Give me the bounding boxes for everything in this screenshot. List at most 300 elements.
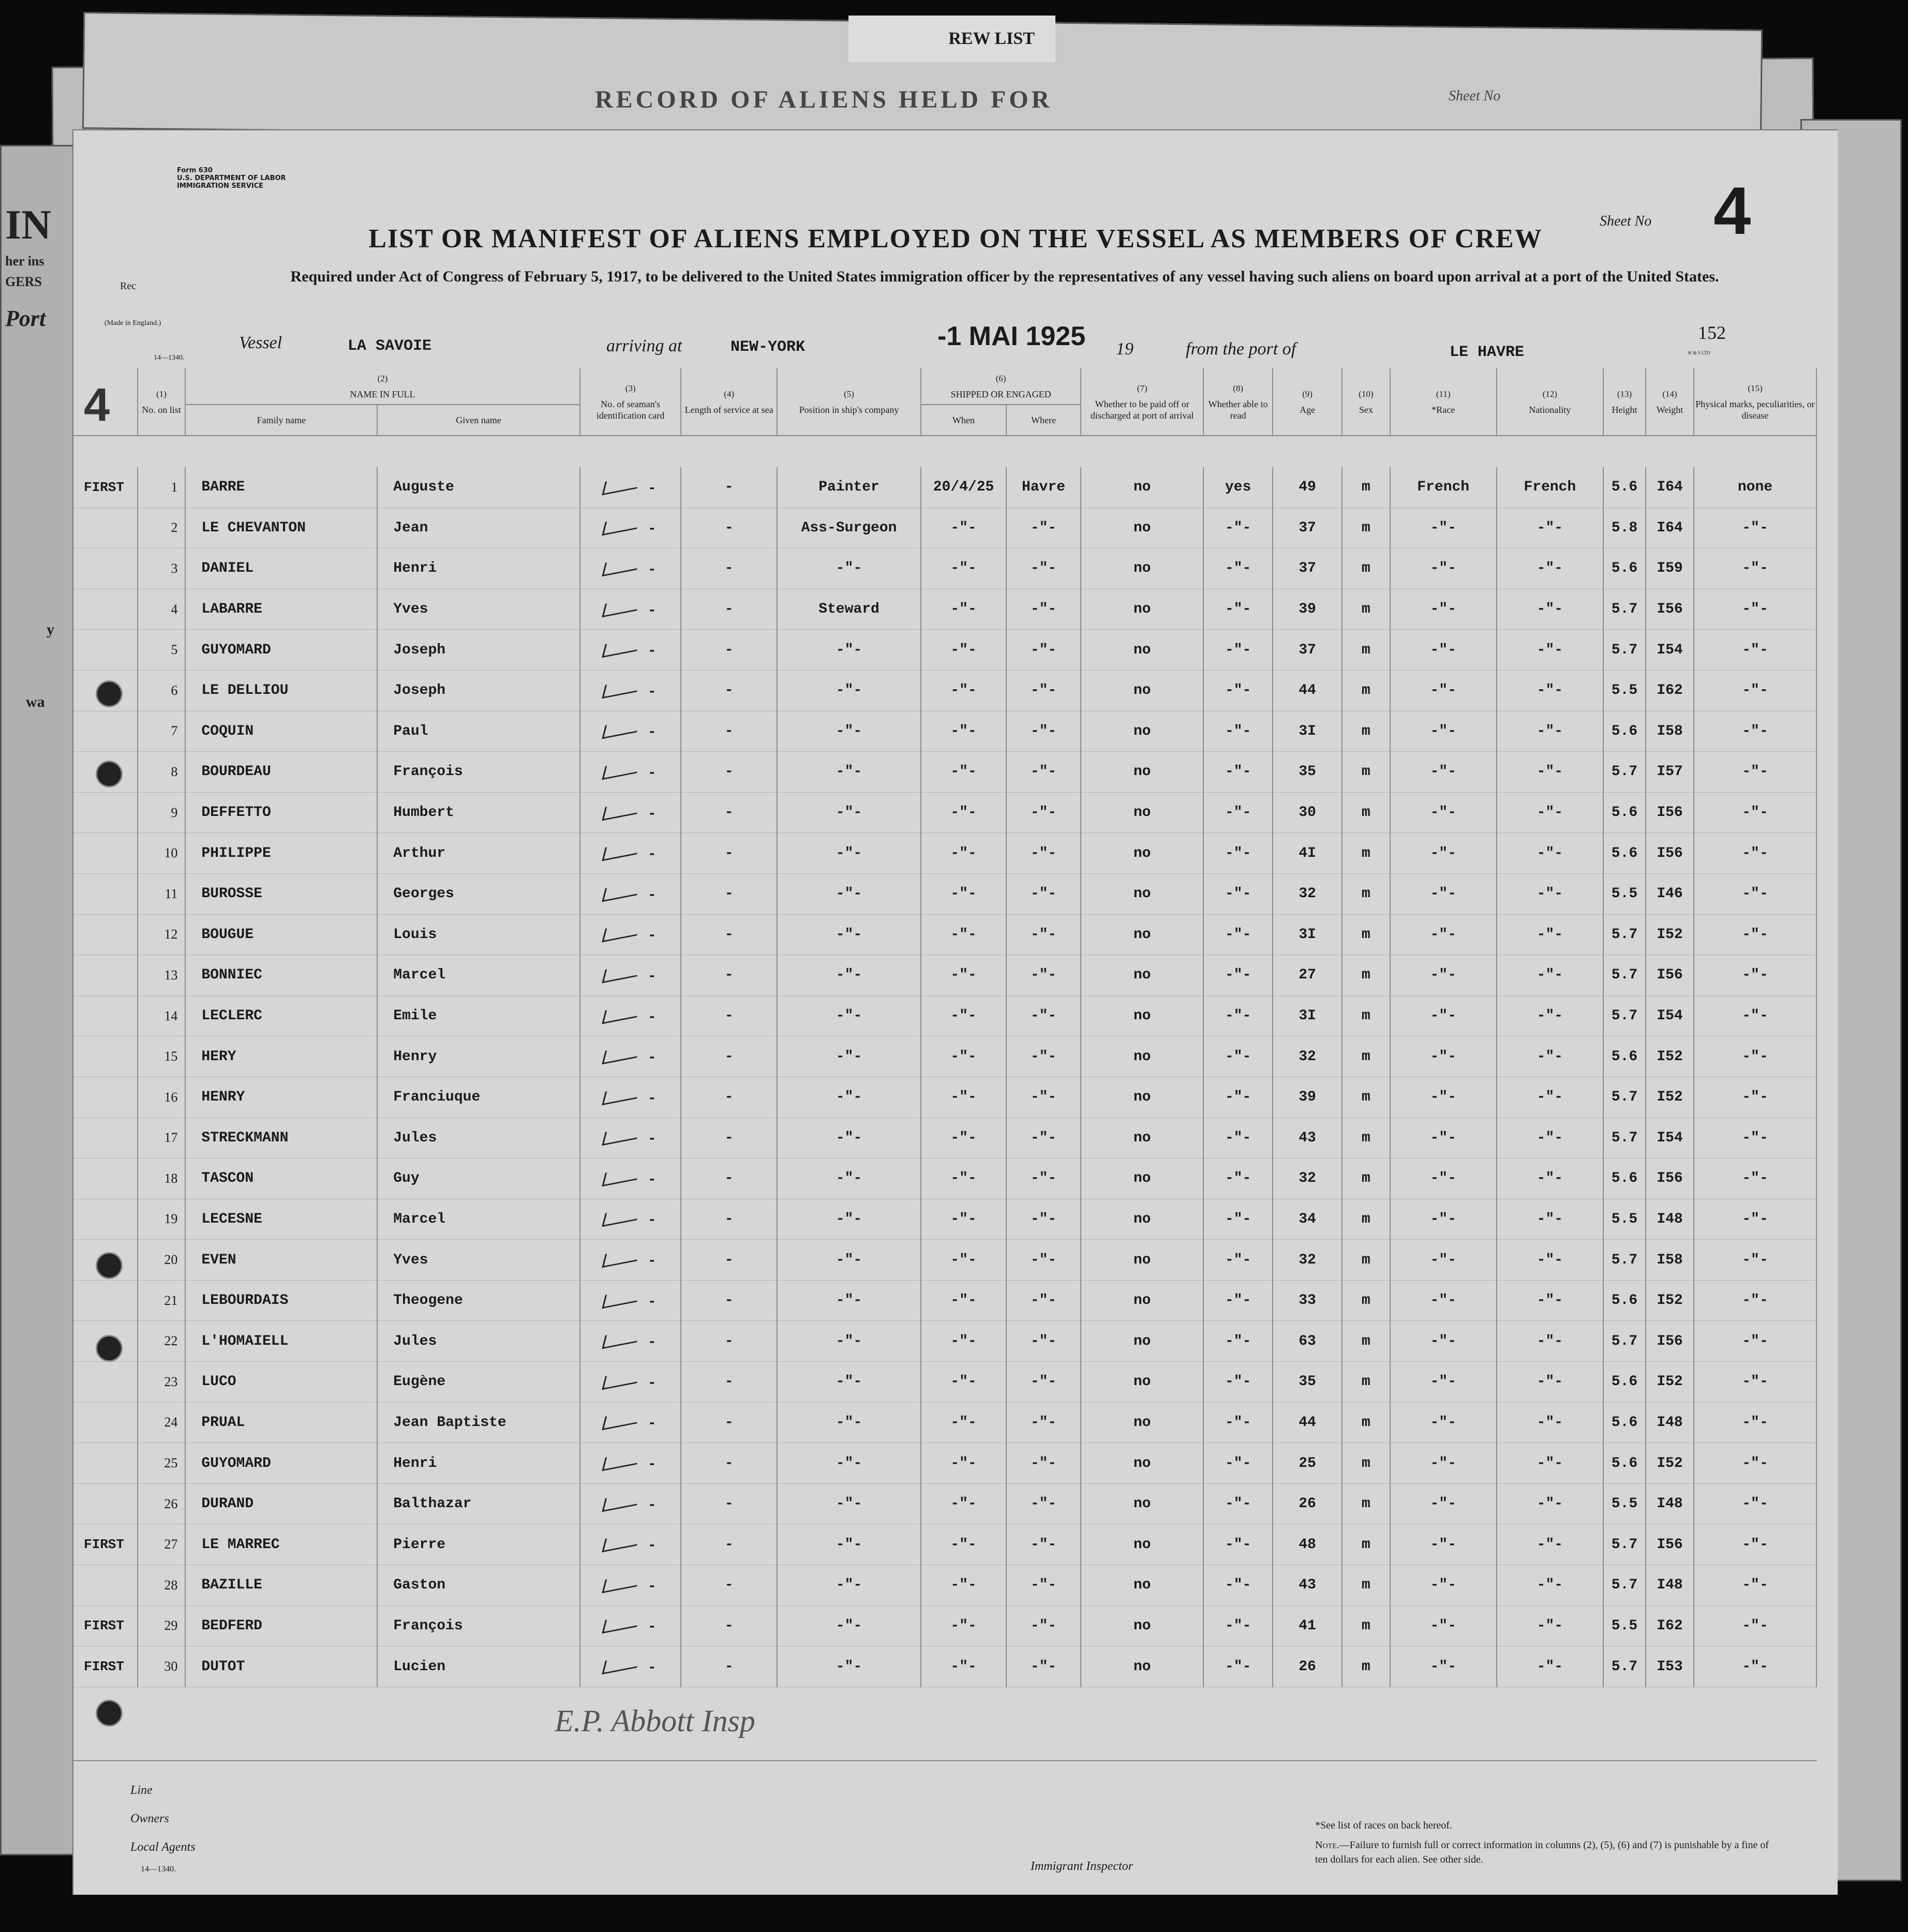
weight-cell: I48	[1646, 1199, 1694, 1240]
height-cell: 5.6	[1603, 1280, 1646, 1321]
header-paid-off: (7) Whether to be paid off or discharged at port of arrival	[1081, 368, 1203, 436]
age-cell: 32	[1273, 1240, 1342, 1281]
given-name-cell: Henry	[377, 1036, 580, 1077]
shipped-when-cell: -"-	[921, 508, 1006, 548]
able-to-read-cell: -"-	[1203, 1402, 1273, 1443]
shipped-when-cell: -"-	[921, 1362, 1006, 1403]
weight-cell: I52	[1646, 1443, 1694, 1484]
header-shipped-engaged: (6) SHIPPED OR ENGAGED	[921, 368, 1081, 405]
shipped-when-cell: -"-	[921, 873, 1006, 914]
form-number: Form 630	[177, 167, 213, 174]
penalty-note-label: Note.	[1315, 1839, 1339, 1851]
weight-cell: I56	[1646, 833, 1694, 874]
family-name-cell: LECLERC	[185, 995, 377, 1036]
nationality-cell: -"-	[1497, 1483, 1603, 1524]
sheet-no-value: 4	[1713, 173, 1751, 248]
checkmark-icon	[602, 1084, 640, 1105]
age-cell: 41	[1273, 1606, 1342, 1646]
table-row	[73, 1606, 1816, 1646]
paid-off-cell: no	[1081, 1443, 1203, 1484]
manifest-sheet	[72, 129, 1838, 1895]
row-number-cell: 12	[138, 914, 186, 955]
rec-label: Rec	[120, 280, 137, 292]
checkmark-icon	[602, 1613, 640, 1634]
height-cell: 5.6	[1603, 548, 1646, 589]
service-length-cell: -	[681, 1118, 777, 1158]
race-cell: -"-	[1390, 711, 1497, 752]
height-cell: 5.6	[1603, 1402, 1646, 1443]
height-cell: 5.7	[1603, 1077, 1646, 1118]
sheet-number: 152	[1698, 322, 1726, 343]
paid-off-cell: no	[1081, 1036, 1203, 1077]
row-number-cell: 11	[138, 873, 186, 914]
id-card-cell	[580, 1443, 681, 1484]
service-length-cell: -	[681, 670, 777, 711]
row-class-cell	[73, 1280, 138, 1321]
shipped-when-cell: -"-	[921, 914, 1006, 955]
row-number-cell: 28	[138, 1565, 186, 1606]
height-cell: 5.6	[1603, 1158, 1646, 1199]
age-cell: 49	[1273, 467, 1342, 508]
nationality-cell: -"-	[1497, 1565, 1603, 1606]
header-able-to-read: (8) Whether able to read	[1203, 368, 1273, 436]
row-number-cell: 20	[138, 1240, 186, 1281]
age-cell: 43	[1273, 1565, 1342, 1606]
shipped-where-cell: -"-	[1006, 1646, 1081, 1687]
shipped-where-cell: -"-	[1006, 1118, 1081, 1158]
given-name-cell: Gaston	[377, 1565, 580, 1606]
given-name-cell: Henri	[377, 1443, 580, 1484]
service-length-cell: -	[681, 1483, 777, 1524]
able-to-read-cell: -"-	[1203, 1240, 1273, 1281]
family-name-cell: BOURDEAU	[185, 752, 377, 793]
arriving-label: arriving at	[606, 336, 682, 355]
family-name-cell: BEDFERD	[185, 1606, 377, 1646]
table-row	[73, 630, 1816, 671]
paid-off-cell: no	[1081, 873, 1203, 914]
given-name-cell: Guy	[377, 1158, 580, 1199]
paid-off-cell: no	[1081, 1524, 1203, 1565]
position-cell: Painter	[777, 467, 921, 508]
family-name-cell: GUYOMARD	[185, 1443, 377, 1484]
able-to-read-cell: -"-	[1203, 630, 1273, 671]
checkmark-icon	[602, 1247, 640, 1268]
footer-line-label: Line	[130, 1784, 153, 1797]
physical-marks-cell: -"-	[1694, 995, 1816, 1036]
race-cell: -"-	[1390, 1240, 1497, 1281]
position-cell: -"-	[777, 1443, 921, 1484]
able-to-read-cell: -"-	[1203, 1118, 1273, 1158]
table-row	[73, 1077, 1816, 1118]
id-card-value: -	[647, 1619, 657, 1636]
given-name-cell: Eugène	[377, 1362, 580, 1403]
header-seaman-card: (3) No. of seaman's identification card	[580, 368, 681, 436]
height-cell: 5.7	[1603, 752, 1646, 793]
paid-off-cell: no	[1081, 1483, 1203, 1524]
paid-off-cell: no	[1081, 1321, 1203, 1362]
family-name-cell: DEFFETTO	[185, 792, 377, 833]
family-name-cell: LEBOURDAIS	[185, 1280, 377, 1321]
position-cell: -"-	[777, 1646, 921, 1687]
height-cell: 5.6	[1603, 792, 1646, 833]
paid-off-cell: no	[1081, 1280, 1203, 1321]
sex-cell: m	[1342, 752, 1390, 793]
shipped-when-cell: -"-	[921, 1158, 1006, 1199]
back-sheet-title: RECORD OF ALIENS HELD FOR	[595, 86, 1053, 113]
shipped-when-cell: -"-	[921, 630, 1006, 671]
able-to-read-cell: -"-	[1203, 1199, 1273, 1240]
paid-off-cell: no	[1081, 914, 1203, 955]
id-card-cell	[580, 1606, 681, 1646]
id-card-value: -	[647, 1457, 657, 1473]
row-class-cell	[73, 1483, 138, 1524]
checkmark-icon	[602, 1573, 640, 1594]
family-name-cell: PHILIPPE	[185, 833, 377, 874]
shipped-when-cell: -"-	[921, 1077, 1006, 1118]
weight-cell: I52	[1646, 914, 1694, 955]
paid-off-cell: no	[1081, 1606, 1203, 1646]
sex-cell: m	[1342, 1362, 1390, 1403]
manifest-subtitle: Required under Act of Congress of February 5, 1917, to be delivered to the United States immigration officer by the representatives of any vessel having such aliens on board upon arrival at a port of the United States.	[290, 268, 1719, 285]
sex-cell: m	[1342, 1240, 1390, 1281]
id-card-cell	[580, 1036, 681, 1077]
sex-cell: m	[1342, 833, 1390, 874]
id-card-value: -	[647, 968, 657, 985]
table-row	[73, 1524, 1816, 1565]
year-label: 19	[1116, 339, 1134, 359]
nationality-cell: -"-	[1497, 1402, 1603, 1443]
table-row	[73, 1240, 1816, 1281]
id-card-value: -	[647, 1050, 657, 1066]
vessel-name: LA SAVOIE	[348, 337, 432, 355]
weight-cell: I52	[1646, 1036, 1694, 1077]
sex-cell: m	[1342, 955, 1390, 996]
position-cell: -"-	[777, 752, 921, 793]
checkmark-icon	[602, 1370, 640, 1390]
row-class-cell	[73, 1036, 138, 1077]
header-no-on-list: (1) No. on list	[138, 368, 186, 436]
given-name-cell: Joseph	[377, 670, 580, 711]
checkmark-icon	[602, 881, 640, 902]
age-cell: 4I	[1273, 833, 1342, 874]
nationality-cell: -"-	[1497, 1321, 1603, 1362]
height-cell: 5.7	[1603, 1118, 1646, 1158]
shipped-where-cell: -"-	[1006, 1483, 1081, 1524]
shipped-where-cell: -"-	[1006, 833, 1081, 874]
row-class-cell	[73, 508, 138, 548]
given-name-cell: Joseph	[377, 630, 580, 671]
weight-cell: I48	[1646, 1565, 1694, 1606]
service-name: IMMIGRATION SERVICE	[177, 182, 264, 190]
sex-cell: m	[1342, 1158, 1390, 1199]
row-class-cell	[73, 1402, 138, 1443]
sex-cell: m	[1342, 1483, 1390, 1524]
row-number-cell: 14	[138, 995, 186, 1036]
shipped-where-cell: -"-	[1006, 1199, 1081, 1240]
id-card-cell	[580, 1199, 681, 1240]
nationality-cell: -"-	[1497, 873, 1603, 914]
race-cell: -"-	[1390, 1483, 1497, 1524]
height-cell: 5.7	[1603, 995, 1646, 1036]
checkmark-icon	[602, 1329, 640, 1349]
shipped-where-cell: -"-	[1006, 752, 1081, 793]
shipped-when-cell: -"-	[921, 670, 1006, 711]
height-cell: 5.5	[1603, 873, 1646, 914]
physical-marks-cell: none	[1694, 467, 1816, 508]
position-cell: -"-	[777, 1606, 921, 1646]
race-cell: -"-	[1390, 914, 1497, 955]
row-class-cell	[73, 914, 138, 955]
row-class-cell	[73, 833, 138, 874]
physical-marks-cell: -"-	[1694, 1483, 1816, 1524]
header-age: (9) Age	[1273, 368, 1342, 436]
position-cell: -"-	[777, 1402, 921, 1443]
weight-cell: I46	[1646, 873, 1694, 914]
row-class-cell	[73, 630, 138, 671]
row-number-cell: 8	[138, 752, 186, 793]
height-cell: 5.7	[1603, 1240, 1646, 1281]
sex-cell: m	[1342, 670, 1390, 711]
height-cell: 5.5	[1603, 1483, 1646, 1524]
service-length-cell: -	[681, 711, 777, 752]
service-length-cell: -	[681, 873, 777, 914]
shipped-when-cell: -"-	[921, 711, 1006, 752]
family-name-cell: LUCO	[185, 1362, 377, 1403]
sex-cell: m	[1342, 1280, 1390, 1321]
race-cell: -"-	[1390, 589, 1497, 630]
checkmark-icon	[602, 515, 640, 536]
given-name-cell: Paul	[377, 711, 580, 752]
weight-cell: I59	[1646, 548, 1694, 589]
printer-mark: W & S LTD	[1688, 350, 1710, 355]
service-length-cell: -	[681, 995, 777, 1036]
height-cell: 5.6	[1603, 467, 1646, 508]
id-card-cell	[580, 1158, 681, 1199]
table-row	[73, 1483, 1816, 1524]
id-card-value: -	[647, 1131, 657, 1148]
height-cell: 5.5	[1603, 670, 1646, 711]
id-card-value: -	[647, 1253, 657, 1270]
service-length-cell: -	[681, 548, 777, 589]
id-card-value: -	[647, 1538, 657, 1554]
position-cell: -"-	[777, 1077, 921, 1118]
able-to-read-cell: -"-	[1203, 589, 1273, 630]
shipped-where-cell: -"-	[1006, 670, 1081, 711]
sex-cell: m	[1342, 1036, 1390, 1077]
physical-marks-cell: -"-	[1694, 1199, 1816, 1240]
family-name-cell: LE DELLIOU	[185, 670, 377, 711]
position-cell: -"-	[777, 1524, 921, 1565]
shipped-when-cell: -"-	[921, 1118, 1006, 1158]
service-length-cell: -	[681, 1402, 777, 1443]
row-number-cell: 26	[138, 1483, 186, 1524]
race-cell: French	[1390, 467, 1497, 508]
able-to-read-cell: -"-	[1203, 914, 1273, 955]
id-card-value: -	[647, 1294, 657, 1310]
shipped-where-cell: -"-	[1006, 1240, 1081, 1281]
able-to-read-cell: -"-	[1203, 833, 1273, 874]
checkmark-icon	[602, 1451, 640, 1472]
age-cell: 35	[1273, 752, 1342, 793]
service-length-cell: -	[681, 467, 777, 508]
shipped-when-cell: -"-	[921, 589, 1006, 630]
nationality-cell: -"-	[1497, 1646, 1603, 1687]
checkmark-icon	[602, 678, 640, 699]
position-cell: -"-	[777, 711, 921, 752]
shipped-when-cell: -"-	[921, 1443, 1006, 1484]
footer-agents-label: Local Agents	[130, 1840, 196, 1854]
id-card-cell	[580, 670, 681, 711]
physical-marks-cell: -"-	[1694, 792, 1816, 833]
family-name-cell: LE MARREC	[185, 1524, 377, 1565]
checkmark-icon	[602, 1654, 640, 1675]
table-row	[73, 1362, 1816, 1403]
age-cell: 48	[1273, 1524, 1342, 1565]
table-row	[73, 1402, 1816, 1443]
service-length-cell: -	[681, 752, 777, 793]
family-name-cell: STRECKMANN	[185, 1118, 377, 1158]
sheet-stamp: 4	[84, 379, 110, 431]
physical-marks-cell: -"-	[1694, 1240, 1816, 1281]
physical-marks-cell: -"-	[1694, 1158, 1816, 1199]
age-cell: 33	[1273, 1280, 1342, 1321]
able-to-read-cell: -"-	[1203, 1321, 1273, 1362]
id-card-value: -	[647, 1375, 657, 1391]
nationality-cell: -"-	[1497, 833, 1603, 874]
paid-off-cell: no	[1081, 1158, 1203, 1199]
position-cell: -"-	[777, 1240, 921, 1281]
service-length-cell: -	[681, 792, 777, 833]
row-class-cell	[73, 1443, 138, 1484]
shipped-where-cell: -"-	[1006, 1077, 1081, 1118]
race-cell: -"-	[1390, 1199, 1497, 1240]
height-cell: 5.6	[1603, 1443, 1646, 1484]
row-class-cell: FIRST	[73, 467, 138, 508]
checkmark-icon	[602, 1532, 640, 1553]
table-row	[73, 1036, 1816, 1077]
row-number-cell: 3	[138, 548, 186, 589]
weight-cell: I54	[1646, 995, 1694, 1036]
age-cell: 43	[1273, 1118, 1342, 1158]
age-cell: 39	[1273, 1077, 1342, 1118]
service-length-cell: -	[681, 955, 777, 996]
id-card-value: -	[647, 521, 657, 538]
header-weight: (14) Weight	[1646, 368, 1694, 436]
id-card-value: -	[647, 1212, 657, 1229]
family-name-cell: TASCON	[185, 1158, 377, 1199]
shipped-when-cell: -"-	[921, 1402, 1006, 1443]
given-name-cell: Henri	[377, 548, 580, 589]
nationality-cell: -"-	[1497, 1606, 1603, 1646]
position-cell: -"-	[777, 792, 921, 833]
race-cell: -"-	[1390, 1036, 1497, 1077]
able-to-read-cell: -"-	[1203, 1646, 1273, 1687]
sex-cell: m	[1342, 914, 1390, 955]
id-card-value: -	[647, 1497, 657, 1513]
id-card-cell	[580, 995, 681, 1036]
row-number-cell: 25	[138, 1443, 186, 1484]
checkmark-icon	[602, 922, 640, 943]
position-cell: -"-	[777, 1118, 921, 1158]
sex-cell: m	[1342, 1606, 1390, 1646]
position-cell: -"-	[777, 670, 921, 711]
id-card-cell	[580, 1483, 681, 1524]
row-number-cell: 7	[138, 711, 186, 752]
physical-marks-cell: -"-	[1694, 711, 1816, 752]
physical-marks-cell: -"-	[1694, 1443, 1816, 1484]
age-cell: 3I	[1273, 995, 1342, 1036]
nationality-cell: -"-	[1497, 1036, 1603, 1077]
race-cell: -"-	[1390, 630, 1497, 671]
age-cell: 27	[1273, 955, 1342, 996]
table-row	[73, 995, 1816, 1036]
id-card-cell	[580, 1565, 681, 1606]
shipped-where-cell: -"-	[1006, 914, 1081, 955]
weight-cell: I58	[1646, 1240, 1694, 1281]
shipped-where-cell: -"-	[1006, 589, 1081, 630]
sex-cell: m	[1342, 1199, 1390, 1240]
sex-cell: m	[1342, 1646, 1390, 1687]
nationality-cell: -"-	[1497, 955, 1603, 996]
row-class-cell: FIRST	[73, 1606, 138, 1646]
left-fragment: y	[47, 621, 54, 638]
physical-marks-cell: -"-	[1694, 833, 1816, 874]
given-name-cell: Jean Baptiste	[377, 1402, 580, 1443]
id-card-cell	[580, 1646, 681, 1687]
weight-cell: I52	[1646, 1280, 1694, 1321]
checkmark-icon	[602, 1410, 640, 1431]
checkmark-icon	[602, 1003, 640, 1024]
row-number-cell: 16	[138, 1077, 186, 1118]
race-cell: -"-	[1390, 508, 1497, 548]
table-row	[73, 1199, 1816, 1240]
id-card-value: -	[647, 480, 657, 497]
height-cell: 5.6	[1603, 833, 1646, 874]
service-length-cell: -	[681, 1199, 777, 1240]
service-length-cell: -	[681, 630, 777, 671]
shipped-where-cell: -"-	[1006, 1443, 1081, 1484]
crew-manifest-table	[73, 368, 1817, 1687]
shipped-when-cell: -"-	[921, 955, 1006, 996]
service-length-cell: -	[681, 914, 777, 955]
sex-cell: m	[1342, 1402, 1390, 1443]
physical-marks-cell: -"-	[1694, 873, 1816, 914]
id-card-value: -	[647, 1334, 657, 1351]
header-class-blank	[73, 368, 138, 436]
physical-marks-cell: -"-	[1694, 955, 1816, 996]
row-class-cell	[73, 1158, 138, 1199]
made-in-note: (Made in England.)	[105, 319, 161, 327]
table-row	[73, 1321, 1816, 1362]
position-cell: -"-	[777, 1321, 921, 1362]
id-card-cell	[580, 508, 681, 548]
able-to-read-cell: -"-	[1203, 873, 1273, 914]
id-card-cell	[580, 1280, 681, 1321]
table-row	[73, 1443, 1816, 1484]
footer-owners-label: Owners	[130, 1812, 169, 1825]
race-cell: -"-	[1390, 1443, 1497, 1484]
position-cell: -"-	[777, 955, 921, 996]
nationality-cell: -"-	[1497, 1524, 1603, 1565]
nationality-cell: -"-	[1497, 630, 1603, 671]
given-name-cell: Franciuque	[377, 1077, 580, 1118]
age-cell: 63	[1273, 1321, 1342, 1362]
id-card-cell	[580, 548, 681, 589]
given-name-cell: Emile	[377, 995, 580, 1036]
weight-cell: I56	[1646, 1158, 1694, 1199]
family-name-cell: LECESNE	[185, 1199, 377, 1240]
family-name-cell: PRUAL	[185, 1402, 377, 1443]
